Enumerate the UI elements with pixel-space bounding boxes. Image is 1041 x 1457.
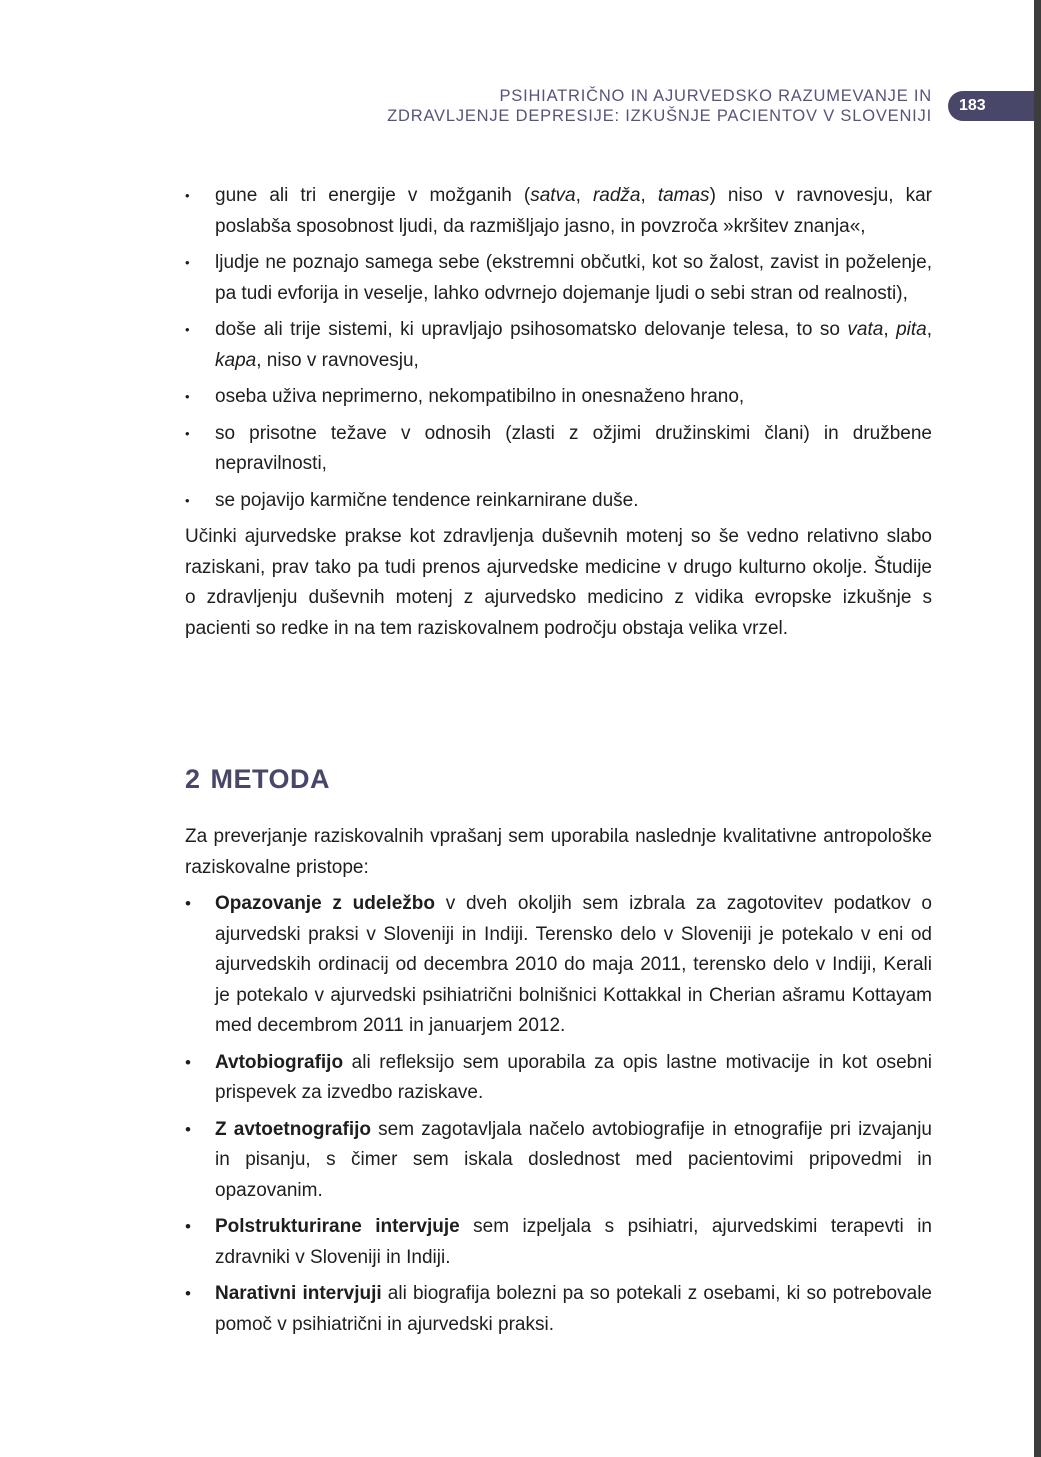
bullet-icon: • — [185, 1119, 191, 1139]
text-run: gune ali tri energije v možganih ( — [215, 185, 531, 206]
italic-term: vata — [847, 319, 884, 340]
running-header-line-1: PSIHIATRIČNO IN AJURVEDSKO RAZUMEVANJE IN — [499, 87, 932, 105]
bullet-icon: • — [185, 1217, 191, 1236]
text-run: so prisotne težave v odnosih (zlasti z ožjimi družinskimi člani) in družbene nepravilnosti, — [215, 422, 932, 474]
italic-term: kapa — [215, 349, 257, 371]
section-title: METODA — [210, 764, 331, 794]
page-edge-shadow — [1034, 0, 1041, 1457]
bullet-icon: • — [185, 389, 190, 404]
text-run: oseba uživa neprimerno, nekompatibilno in onesnaženo hrano, — [215, 386, 745, 407]
list-item — [185, 248, 932, 309]
text-run: v dveh okoljih sem izbrala za zagotovitev podatkov o ajurvedski praksi v Sloveniji in Indiji. Terensko delo v Sloveniji je potekalo v eni od ajurvedskih ordinacij od decembra 2010 do maja 2011, terensko delo v Indiji, Kerali je potekalo v ajurvedski psihiatrični bolnišnici Kottakkal in Cherian ašramu Kottayam med decembrom 2011 in januarjem 2012. — [215, 893, 932, 1036]
list-item — [185, 1048, 932, 1109]
text-run: ali refleksijo sem uporabila za opis lastne motivacije in kot osebni prispevek za izvedbo raziskave. — [215, 1051, 932, 1103]
running-header — [300, 86, 932, 126]
bullet-icon: • — [185, 322, 190, 337]
bullet-icon: • — [185, 894, 191, 913]
list-item — [185, 1115, 932, 1207]
bullet-icon: • — [185, 425, 190, 441]
text-run: ljudje ne poznajo samega sebe (ekstremni občutki, kot so žalost, zavist in poželenje, pa tudi evforija in veselje, lahko odvrnejo dojemanje ljudi o sebi stran od realnosti), — [215, 252, 932, 304]
italic-term: pita — [896, 319, 927, 340]
methods-list — [185, 889, 932, 1340]
text-run: sem zagotavljala načelo avtobiografije in etnografije pri izvajanju in pisanju, s čimer sem iskala doslednost med pacientovimi pripovedmi in opazovanim. — [215, 1118, 932, 1201]
italic-term: tamas — [657, 185, 710, 206]
bold-term: Avtobiografijo — [215, 1051, 344, 1073]
text-run: , — [640, 185, 658, 206]
list-item — [185, 419, 932, 480]
list-item — [185, 315, 932, 376]
bullet-icon: • — [185, 1052, 191, 1072]
text-run: se pojavijo karmične tendence reinkarnirane duše. — [215, 489, 639, 511]
text-run: , — [575, 185, 593, 206]
causes-list — [185, 181, 932, 516]
body-text-top — [185, 181, 932, 644]
section-number: 2 — [185, 764, 201, 794]
list-item — [185, 382, 932, 413]
list-item — [185, 1212, 932, 1273]
bullet-icon: • — [185, 492, 190, 508]
paragraph-method-intro: Za preverjanje raziskovalnih vprašanj sem uporabila naslednje kvalitativne antropološke raziskovalne pristope: — [185, 826, 932, 878]
body-text-method — [185, 822, 932, 1346]
list-item — [185, 889, 932, 1042]
text-run: doše ali trije sistemi, ki upravljajo psihosomatsko delovanje telesa, to so — [215, 319, 848, 340]
paragraph-effects: Učinki ajurvedske prakse kot zdravljenja duševnih motenj so še vedno relativno slabo raziskani, prav tako pa tudi prenos ajurvedske medicine v drugo kulturno okolje. Študije o zdravljenju duševnih motenj z ajurvedsko medicino z vidika evropske izkušnje s pacienti so redke in na tem raziskovalnem področju obstaja velika vrzel. — [185, 526, 932, 639]
list-item — [185, 181, 932, 242]
text-run: ) niso v ravnovesju, kar poslabša sposobnost ljudi, da razmišljajo jasno, in povzroča »kršitev znanja«, — [215, 185, 932, 237]
text-run: sem izpeljala s psihiatri, ajurvedskimi terapevti in zdravniki v Sloveniji in Indiji. — [215, 1216, 932, 1268]
bold-term: Polstrukturirane intervjuje — [215, 1216, 460, 1237]
bullet-icon: • — [185, 1284, 191, 1303]
list-item — [185, 486, 932, 517]
bold-term: Opazovanje z udeležbo — [215, 893, 435, 914]
text-run: , — [926, 319, 932, 340]
page-number: 183 — [959, 97, 986, 114]
bullet-icon: • — [185, 255, 190, 270]
section-heading — [185, 764, 330, 795]
text-run: , — [883, 319, 897, 340]
bullet-icon: • — [185, 188, 190, 203]
italic-term: radža — [592, 185, 641, 206]
page-number-badge — [948, 91, 1034, 121]
running-header-line-2: ZDRAVLJENJE DEPRESIJE: IZKUŠNJE PACIENTOV V SLOVENIJI — [387, 107, 932, 125]
text-run: , niso v ravnovesju, — [256, 349, 419, 371]
bold-term: Narativni intervjuji — [215, 1283, 382, 1304]
bold-term: Z avtoetnografijo — [215, 1118, 371, 1140]
italic-term: satva — [530, 185, 576, 206]
text-run: ali biografija bolezni pa so potekali z osebami, ki so potrebovale pomoč v psihiatrični in ajurvedski praksi. — [215, 1283, 932, 1335]
list-item — [185, 1279, 932, 1340]
